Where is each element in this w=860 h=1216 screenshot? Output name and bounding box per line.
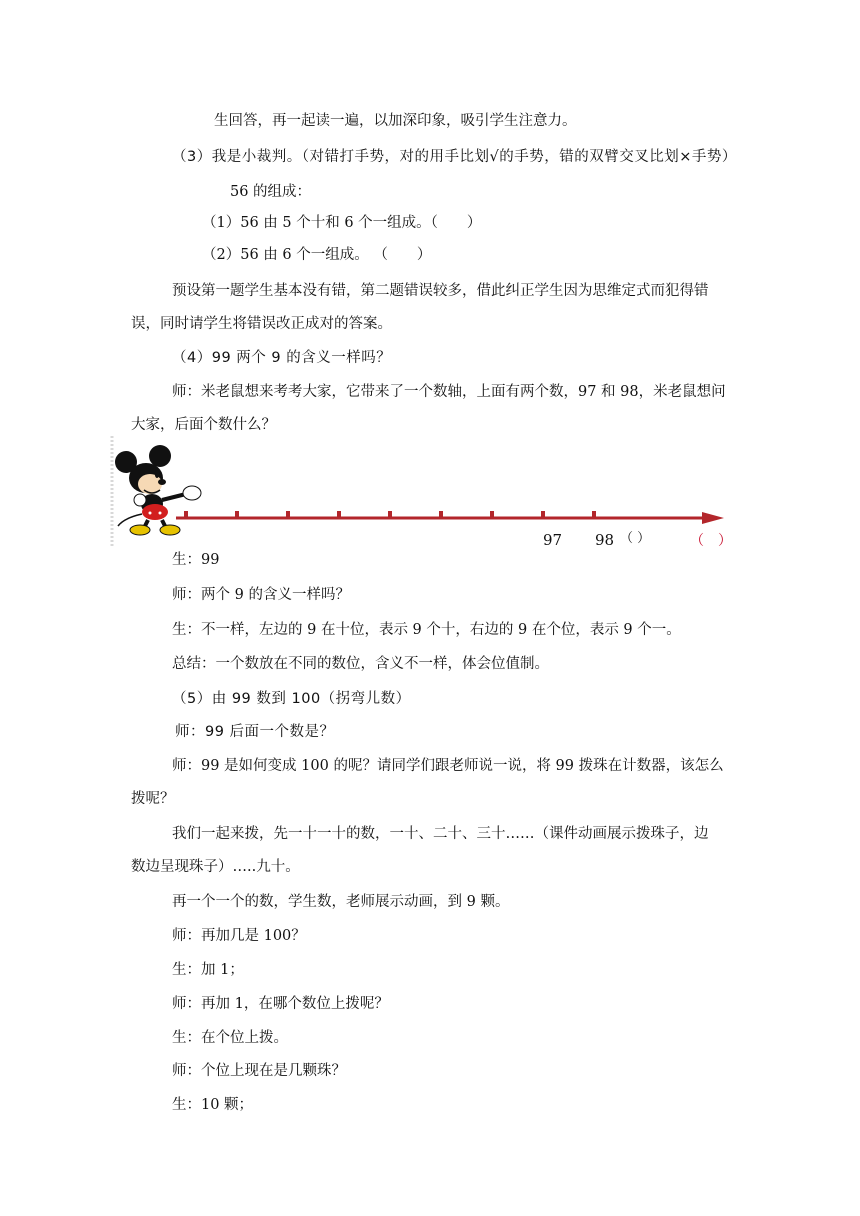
text-line: 56 的组成： xyxy=(230,184,312,200)
text-line: 我们一起来拨，先一十一十的数，一十、二十、三十……（课件动画展示拨珠子，边 xyxy=(172,826,709,842)
text-line: 生：99 xyxy=(172,552,220,568)
text-line: 拨呢？ xyxy=(131,791,175,807)
number-line-figure xyxy=(110,436,750,556)
text-line: 误，同时请学生将错误改正成对的答案。 xyxy=(131,316,392,332)
text-line: 生回答，再一起读一遍，以加深印象，吸引学生注意力。 xyxy=(214,113,577,129)
axis-arrowhead xyxy=(702,512,724,524)
axis-tick xyxy=(235,511,239,518)
text-line: 师：米老鼠想来考考大家，它带来了一个数轴，上面有两个数，97 和 98，米老鼠想问 xyxy=(172,384,726,400)
axis-tick xyxy=(592,511,596,518)
text-line: 预设第一题学生基本没有错，第二题错误较多，借此纠正学生因为思维定式而犯得错 xyxy=(172,283,709,299)
axis-tick xyxy=(184,511,188,518)
text-line: 生：10 颗； xyxy=(172,1097,254,1113)
text-line: 生：不一样，左边的 9 在十位，表示 9 个十，右边的 9 在个位，表示 9 个一。 xyxy=(172,622,681,638)
axis-tick xyxy=(286,511,290,518)
text-line: 大家，后面个数什么？ xyxy=(131,417,276,433)
text-line: 生：加 1； xyxy=(172,962,244,978)
text-line: 师：再加 1，在哪个数位上拨呢？ xyxy=(172,996,389,1012)
tick-label-97: 97 xyxy=(543,531,563,549)
mickey-mouse-icon xyxy=(115,445,201,535)
text-line: 师：两个 9 的含义一样吗？ xyxy=(172,587,350,603)
text-line: 再一个一个的数，学生数，老师展示动画，到 9 颗。 xyxy=(172,894,510,910)
tick-label-98: 98 xyxy=(595,531,615,549)
axis-tick xyxy=(541,511,545,518)
axis-tick xyxy=(439,511,443,518)
section-heading-5: （5）由 99 数到 100（拐弯儿数） xyxy=(172,691,411,707)
section-heading-3: （3）我是小裁判。（对错打手势，对的用手比划√的手势，错的双臂交叉比划×手势） xyxy=(172,149,737,165)
answer-blank: （ ） xyxy=(620,531,651,546)
quiz-item-1: （1）56 由 5 个十和 6 个一组成。（ ） xyxy=(202,215,482,231)
answer-blank-red: （ ） xyxy=(690,533,732,549)
text-line: 师：99 后面一个数是？ xyxy=(175,724,335,740)
number-line-axis xyxy=(176,511,724,524)
quiz-item-2: （2）56 由 6 个一组成。 （ ） xyxy=(202,247,432,263)
text-line: 生：在个位上拨。 xyxy=(172,1030,288,1046)
text-line: 总结：一个数放在不同的数位，含义不一样，体会位值制。 xyxy=(172,656,549,672)
text-line: 师：个位上现在是几颗珠？ xyxy=(172,1063,346,1079)
text-line: 师：99 是如何变成 100 的呢？请同学们跟老师说一说，将 99 拨珠在计数器，该怎么 xyxy=(172,758,724,774)
text-line: 数边呈现珠子）…..九十。 xyxy=(131,859,300,875)
number-line-svg xyxy=(110,436,750,556)
axis-tick xyxy=(337,511,341,518)
axis-tick xyxy=(388,511,392,518)
text-line: 师：再加几是 100？ xyxy=(172,928,306,944)
section-heading-4: （4）99 两个 9 的含义一样吗？ xyxy=(172,350,392,366)
axis-tick xyxy=(490,511,494,518)
